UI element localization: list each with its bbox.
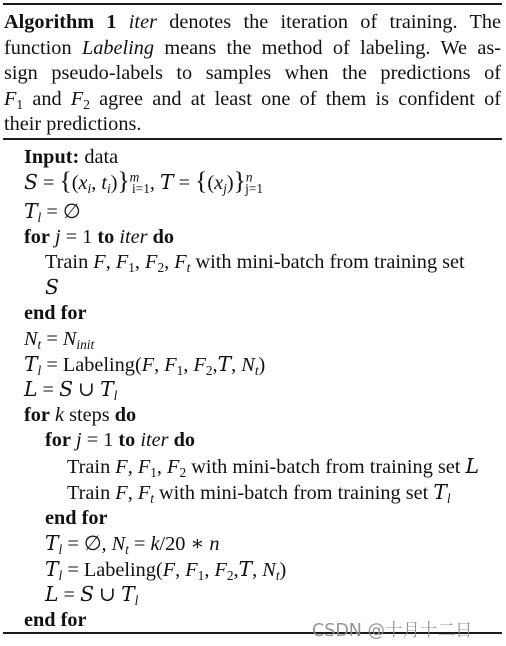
caption-text: means the method of labeling. We as-	[164, 36, 501, 59]
algo-line-train-2: Train F, $F_1$, $F_2$ with mini-batch from training set L	[67, 454, 479, 481]
algo-line-sets: $S = \{(x_i$, $t_i)\}^m_{i=1}$, $T = \{(x_j)\}^n_{j=1}$	[24, 167, 264, 197]
caption-text: function	[4, 36, 72, 59]
algo-line-labeling-1: $T_l$ = Labeling(F, $F_1$, $F_2,T$, $N_t$)	[24, 352, 266, 379]
caption-math: $F_2$	[70, 87, 90, 112]
caption-text: denotes the iteration of training. The	[169, 11, 502, 33]
caption-var-iter: iter	[128, 11, 157, 33]
algo-line-train-1: Train F, $F_1$, $F_2$, $F_t$ with mini-batch from training set	[45, 251, 465, 276]
algo-line-union-2: L = S ∪ $T_l$	[45, 582, 139, 609]
caption-math: $F_1$	[4, 87, 24, 112]
algo-line-init-tl: $T_l$ = ∅	[24, 199, 81, 226]
algo-line-train-3: Train F, $F_t$ with mini-batch from training set $T_l$	[67, 480, 451, 507]
watermark: CSDN @十月十二日	[312, 621, 473, 641]
algo-line-input: Input: data	[24, 146, 119, 168]
algo-line-union-1: L = S ∪ $T_l$	[24, 377, 118, 404]
algorithm-label: Algorithm 1	[4, 11, 117, 33]
algo-line-reset: $T_l$ = ∅, $N_t = k/20$ ∗ n	[45, 531, 220, 558]
algo-line-nt-init: $N_t = N_{init}$	[24, 328, 95, 353]
caption-text: and	[32, 87, 62, 110]
caption-text: agree and at least one of them is confident of	[99, 87, 501, 110]
caption-text: their predictions.	[4, 113, 142, 135]
algo-line-labeling-2: $T_l$ = Labeling(F, $F_1$, $F_2,T$, $N_t$)	[45, 557, 287, 584]
algo-line-for-1: for j = 1 to iter do	[24, 226, 175, 248]
algo-line-train-1-set: S	[45, 275, 59, 299]
algo-line-endfor-3: end for	[24, 609, 87, 631]
algo-line-for-2: for j = 1 to iter do	[45, 429, 196, 451]
algo-line-endfor-1: end for	[24, 302, 87, 324]
caption-fn-labeling: Labeling	[81, 36, 155, 59]
algo-line-for-k: for k steps do	[24, 404, 137, 426]
algo-line-endfor-2: end for	[45, 507, 108, 529]
caption-text: sign pseudo-labels to samples when the predictions of	[4, 62, 501, 84]
